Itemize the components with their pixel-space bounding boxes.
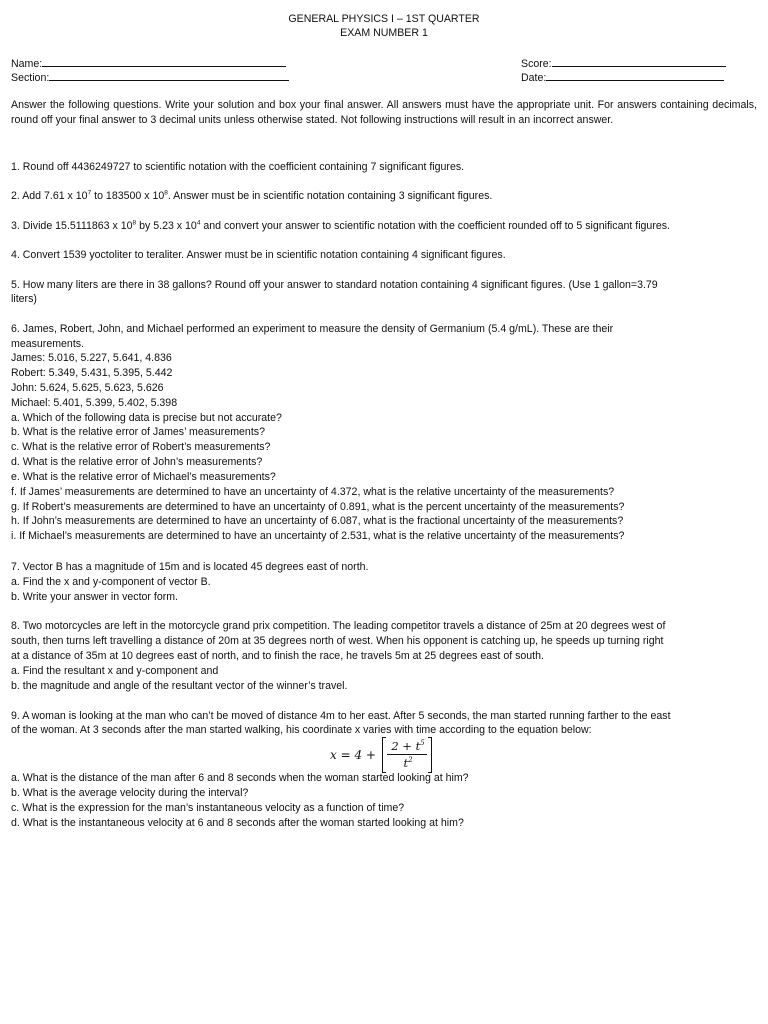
q6-data-james: James: 5.016, 5.227, 5.641, 4.836 <box>11 352 172 364</box>
equation-numerator <box>388 739 428 753</box>
q2-exponent-2: 8 <box>164 189 168 197</box>
question-1: 1. Round off 4436249727 to scientific notation with the coefficient containing 7 significant figures. <box>11 161 465 173</box>
question-8-line-3: at a distance of 35m at 10 degrees east of north, and to finish the race, he travels 5m at 25 degrees east of south. <box>11 650 544 662</box>
q3-exponent-2: 4 <box>196 219 201 227</box>
section-blank <box>49 70 289 81</box>
question-9-line-2: of the woman. At 3 seconds after the man started walking, his coordinate x varies with time according to the equation below: <box>11 724 592 736</box>
question-6-line-2: measurements. <box>11 338 85 350</box>
date-label: Date: <box>521 72 547 84</box>
section-field <box>11 70 289 85</box>
q3-text-b: by 5.23 x 10 <box>136 220 197 232</box>
q3-text-c: and convert your answer to scientific notation with the coefficient rounded off to 5 significant figures. <box>200 220 670 232</box>
q3-text-a: 3. Divide 15.5111863 x 10 <box>11 220 133 232</box>
q9-item-c: c. What is the expression for the man’s instantaneous velocity as a function of time? <box>11 802 405 814</box>
score-blank <box>552 56 726 67</box>
question-2 <box>11 189 492 203</box>
question-4: 4. Convert 1539 yoctoliter to teraliter. Answer must be in scientific notation containing 4 significant figures. <box>11 249 506 261</box>
question-5-line-2: liters) <box>11 293 37 305</box>
q9-item-a: a. What is the distance of the man after 6 and 8 seconds when the woman started looking at him? <box>11 772 469 784</box>
question-8-line-1: 8. Two motorcycles are left in the motorcycle grand prix competition. The leading competitor travels a distance of 25m at 20 degrees west of <box>11 620 666 632</box>
equation-denominator <box>388 756 428 770</box>
date-field <box>521 70 724 85</box>
name-label: Name: <box>11 58 43 70</box>
instructions: Answer the following questions. Write your solution and box your final answer. All answers must have the appropriate unit. For answers containing decimals, round off your final answer to 3 decimal units unless otherwise stated. Not following instructions will result in an incorrect answer. <box>11 99 757 126</box>
question-9-line-1: 9. A woman is looking at the man who can’t be moved of distance 4m to her east. After 5 seconds, the man started running farther to the east <box>11 710 671 722</box>
q8-item-b: b. the magnitude and angle of the resultant vector of the winner’s travel. <box>11 680 348 692</box>
name-field <box>11 56 286 71</box>
q2-text-b: to 183500 x 10 <box>91 190 165 202</box>
q6-item-h: h. If John’s measurements are determined to have an uncertainty of 6.087, what is the fractional uncertainty of the measurements? <box>11 515 624 527</box>
q8-item-a: a. Find the resultant x and y-component and <box>11 665 219 677</box>
q6-item-g: g. If Robert’s measurements are determined to have an uncertainty of 0.891, what is the percent uncertainty of the measurements? <box>11 501 625 513</box>
q2-text-a: 2. Add 7.61 x 10 <box>11 190 88 202</box>
q2-text-c: . Answer must be in scientific notation containing 3 significant figures. <box>167 190 493 202</box>
q6-data-john: John: 5.624, 5.625, 5.623, 5.626 <box>11 382 164 394</box>
q6-item-e: e. What is the relative error of Michael’s measurements? <box>11 471 276 483</box>
q9-item-d: d. What is the instantaneous velocity at 6 and 8 seconds after the woman started looking at him? <box>11 817 464 829</box>
q6-data-michael: Michael: 5.401, 5.399, 5.402, 5.398 <box>11 397 178 409</box>
exam-subtitle: EXAM NUMBER 1 <box>340 27 428 39</box>
q6-item-d: d. What is the relative error of John’s measurements? <box>11 456 263 468</box>
q7-item-a: a. Find the x and y-component of vector B. <box>11 576 211 588</box>
score-field <box>521 56 726 71</box>
q6-item-b: b. What is the relative error of James’ measurements? <box>11 426 265 438</box>
denominator-exponent: 2 <box>408 756 413 765</box>
q7-item-b: b. Write your answer in vector form. <box>11 591 179 603</box>
q3-exponent-1: 8 <box>132 219 137 227</box>
q6-data-robert: Robert: 5.349, 5.431, 5.395, 5.442 <box>11 367 173 379</box>
question-6-line-1: 6. James, Robert, John, and Michael performed an experiment to measure the density of Germanium (5.4 g/mL). These are their <box>11 323 614 335</box>
score-label: Score: <box>521 58 552 70</box>
q2-exponent-1: 7 <box>87 189 92 197</box>
q6-item-c: c. What is the relative error of Robert’s measurements? <box>11 441 271 453</box>
q6-item-a: a. Which of the following data is precise but not accurate? <box>11 412 282 424</box>
equation-lhs: x = 4 + <box>330 748 376 762</box>
question-8-line-2: south, then turns left travelling a distance of 20m at 35 degrees north of west. When his opponent is catching up, he speeds up turning right <box>11 635 664 647</box>
name-blank <box>42 56 286 67</box>
exam-title: GENERAL PHYSICS I – 1ST QUARTER <box>288 13 480 25</box>
question-3 <box>11 219 670 233</box>
bracket-corner <box>428 737 432 738</box>
q6-item-f: f. If James’ measurements are determined to have an uncertainty of 4.372, what is the relative uncertainty of the measurements? <box>11 486 615 498</box>
denominator-base: t <box>403 756 409 770</box>
section-label: Section: <box>11 72 50 84</box>
bracket-corner <box>382 737 386 738</box>
fraction-bar <box>387 754 427 755</box>
question-5-line-1: 5. How many liters are there in 38 gallons? Round off your answer to standard notation containing 4 significant figures. (Use 1 gallon=3.79 <box>11 279 658 291</box>
question-7: 7. Vector B has a magnitude of 15m and is located 45 degrees east of north. <box>11 561 369 573</box>
q9-item-b: b. What is the average velocity during the interval? <box>11 787 249 799</box>
q6-item-i: i. If Michael’s measurements are determined to have an uncertainty of 2.531, what is the relative uncertainty of the measurements? <box>11 530 625 542</box>
date-blank <box>546 70 724 81</box>
numerator-exponent: 5 <box>420 739 425 748</box>
numerator-base: 2 + t <box>391 739 421 753</box>
